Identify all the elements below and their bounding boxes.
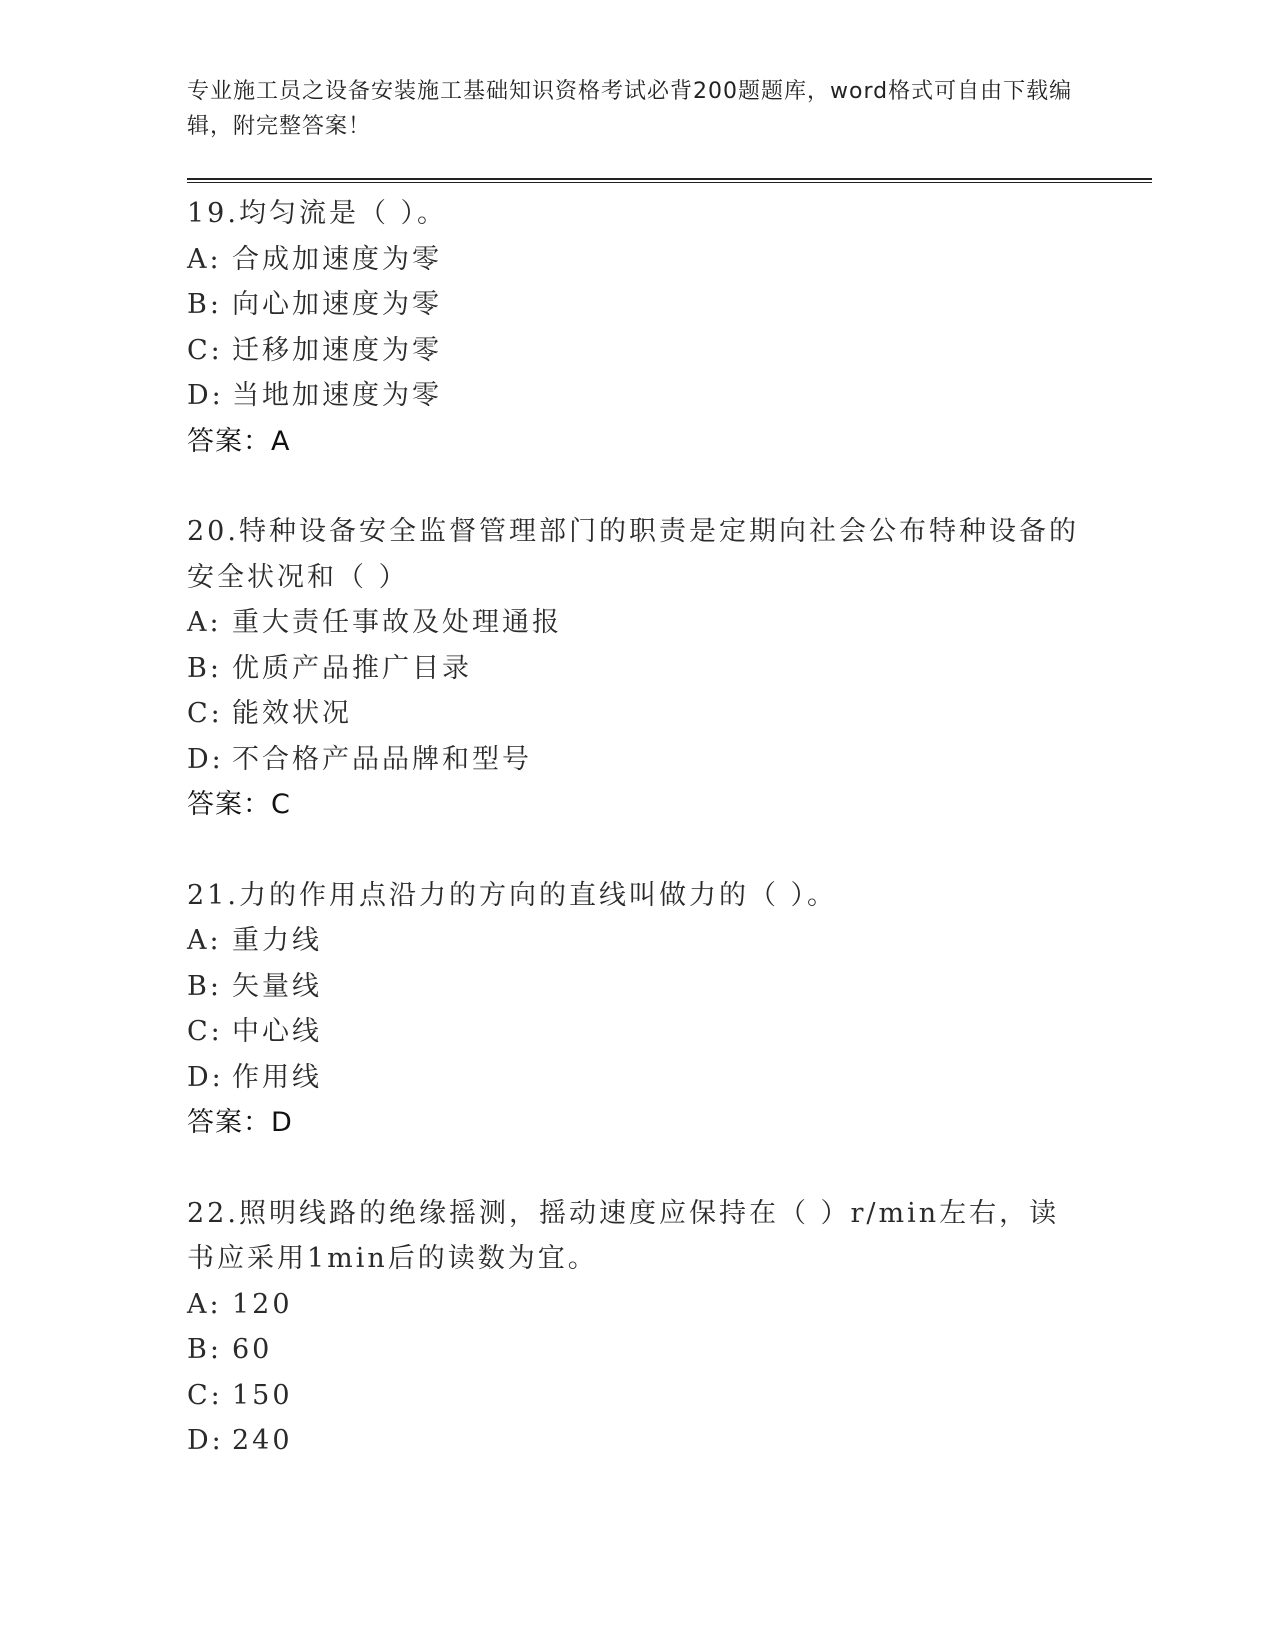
- option-text: 240: [232, 1425, 293, 1456]
- option-text: 能效状况: [232, 698, 352, 729]
- option-a: [187, 1282, 1087, 1328]
- option-c: [187, 1373, 1087, 1419]
- option-key: D:: [187, 743, 224, 775]
- option-key: D:: [187, 1425, 224, 1456]
- option-text: 60: [232, 1334, 273, 1365]
- question-20: [187, 509, 1152, 828]
- header-divider: [187, 178, 1152, 183]
- question-19: [187, 191, 1152, 464]
- option-text: 150: [232, 1379, 293, 1411]
- option-text: 矢量线: [232, 970, 322, 1002]
- option-d: [187, 1055, 1087, 1101]
- option-text: 合成加速度为零: [232, 243, 442, 275]
- option-d: [187, 373, 1087, 419]
- question-list: [187, 191, 1152, 1464]
- option-b: [187, 646, 1087, 692]
- option-text: 120: [232, 1288, 293, 1320]
- option-c: [187, 1009, 1087, 1055]
- question-stem: 20.特种设备安全监督管理部门的职责是定期向社会公布特种设备的安全状况和（ ）: [187, 516, 1079, 593]
- option-key: D:: [187, 380, 224, 411]
- question-stem: 21.力的作用点沿力的方向的直线叫做力的（ ）。: [187, 879, 838, 911]
- option-text: 当地加速度为零: [232, 380, 442, 411]
- answer-label: 答案：A: [187, 425, 291, 457]
- option-text: 重力线: [232, 925, 322, 956]
- document-header: 专业施工员之设备安装施工基础知识资格考试必背200题题库，word格式可自由下载编辑，附完整答案！: [187, 79, 1073, 139]
- answer-label: 答案：C: [187, 789, 291, 820]
- answer-label: 答案：D: [187, 1107, 293, 1138]
- option-key: D:: [187, 1061, 224, 1093]
- option-b: [187, 964, 1087, 1010]
- option-key: B:: [187, 1334, 222, 1365]
- option-key: A:: [187, 607, 222, 638]
- option-d: [187, 1418, 1087, 1464]
- option-key: A:: [187, 243, 222, 275]
- option-c: [187, 328, 1087, 374]
- option-key: A:: [187, 925, 222, 956]
- option-key: C:: [187, 1016, 223, 1047]
- option-key: B:: [187, 652, 222, 684]
- option-a: [187, 237, 1087, 283]
- question-22: [187, 1191, 1152, 1464]
- option-text: 迁移加速度为零: [232, 334, 442, 366]
- option-text: 优质产品推广目录: [232, 652, 472, 684]
- option-key: B:: [187, 289, 222, 320]
- option-key: A:: [187, 1288, 222, 1320]
- option-text: 作用线: [232, 1061, 322, 1093]
- question-stem: 19.均匀流是（ ）。: [187, 198, 448, 229]
- option-key: B:: [187, 970, 222, 1002]
- question-21: [187, 873, 1152, 1146]
- option-text: 不合格产品品牌和型号: [232, 743, 532, 775]
- option-b: [187, 282, 1087, 328]
- option-d: [187, 737, 1087, 783]
- option-a: [187, 600, 1087, 646]
- option-text: 向心加速度为零: [232, 289, 442, 320]
- option-text: 中心线: [232, 1016, 322, 1047]
- option-key: C:: [187, 1379, 223, 1411]
- document-page: [187, 0, 1152, 1509]
- option-text: 重大责任事故及处理通报: [232, 607, 562, 638]
- option-key: C:: [187, 334, 223, 366]
- option-key: C:: [187, 698, 223, 729]
- option-b: [187, 1327, 1087, 1373]
- option-c: [187, 691, 1087, 737]
- question-stem: 22.照明线路的绝缘摇测，摇动速度应保持在（ ）r/min左右，读书应采用1min后的读数为宜。: [187, 1197, 1060, 1274]
- option-a: [187, 918, 1087, 964]
